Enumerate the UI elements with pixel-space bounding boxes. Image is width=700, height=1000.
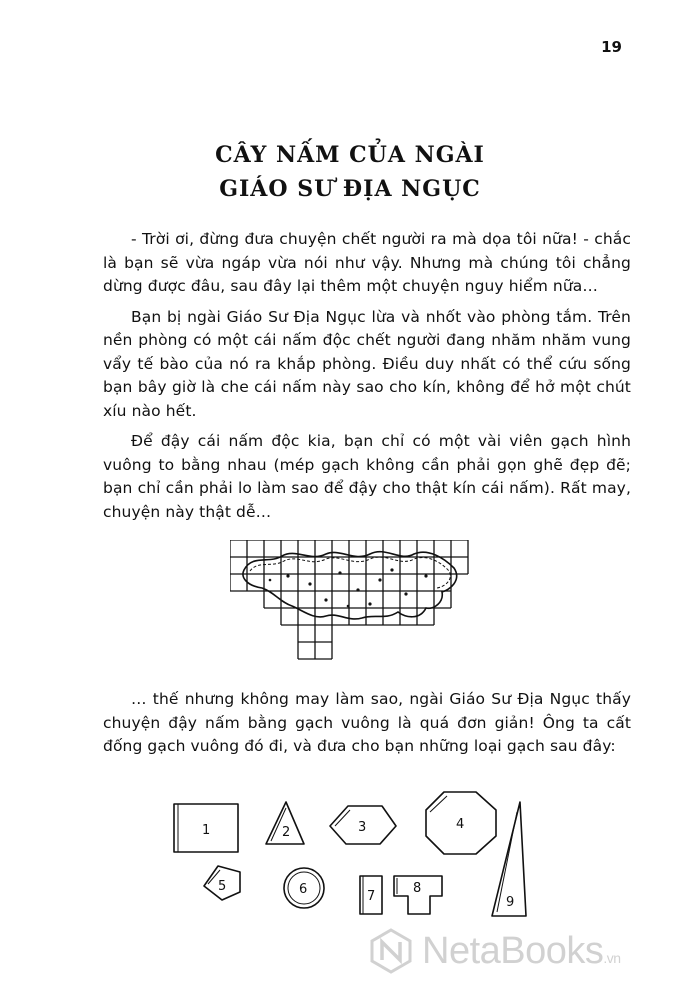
text-block-intro (103, 228, 631, 531)
svg-text:7: 7 (367, 889, 376, 904)
svg-text:9: 9 (506, 895, 515, 910)
svg-text:2: 2 (282, 825, 291, 840)
svg-text:8: 8 (413, 881, 422, 896)
watermark-text: NetaBooks.vn (422, 929, 621, 972)
page-number: 19 (601, 38, 622, 56)
tile-8-t-shape (394, 876, 442, 914)
paragraph-3: Để đậy cái nấm độc kia, bạn chỉ có một vài viên gạch hình vuông to bằng nhau (mép gạch không cần phải gọn ghẽ đẹp đẽ; bạn chỉ cần phải lo làm sao để đậy cho thật kín cái nấm). Rất may, chuyện này thật dễ… (103, 432, 631, 521)
tile-7-rectangle (360, 876, 382, 914)
title-line-2: GIÁO SƯ ĐỊA NGỤC (219, 176, 481, 202)
tile-shapes-illustration (168, 788, 548, 928)
tile-1-rectangle (174, 804, 238, 852)
paragraph-2: Bạn bị ngài Giáo Sư Địa Ngục lừa và nhốt vào phòng tắm. Trên nền phòng có một cái nấm độc chết người đang nhăm nhăm vung vẩy tế bào của nó ra khắp phòng. Điều duy nhất có thể cứu sống bạn bây giờ là che cái nấm này sao cho kín, không để hở một chút xíu nào hết. (103, 307, 631, 420)
square-tiles-grid-illustration (230, 540, 470, 670)
svg-text:4: 4 (456, 817, 465, 832)
netabooks-logo-icon (368, 928, 414, 974)
svg-text:1: 1 (202, 823, 211, 838)
watermark (368, 928, 621, 974)
tile-9-tall-triangle (492, 802, 526, 916)
page-title (0, 138, 700, 206)
svg-text:5: 5 (218, 879, 227, 894)
tile-2-triangle (266, 802, 304, 844)
tile-3-hexagon (330, 806, 396, 844)
svg-text:6: 6 (299, 882, 308, 897)
text-block-tiles (103, 688, 631, 766)
tile-4-octagon (426, 792, 496, 854)
paragraph-4: … thế nhưng không may làm sao, ngài Giáo Sư Địa Ngục thấy chuyện đậy nấm bằng gạch vuông là quá đơn giản! Ông ta cất đống gạch vuông đó đi, và đưa cho bạn những loại gạch sau đây: (103, 690, 631, 755)
svg-text:3: 3 (358, 820, 367, 835)
tile-5-pentagon (204, 866, 240, 900)
title-line-1: CÂY NẤM CỦA NGÀI (215, 142, 485, 168)
tile-6-circle (284, 868, 324, 908)
paragraph-1: - Trời ơi, đừng đưa chuyện chết người ra mà dọa tôi nữa! - chắc là bạn sẽ vừa ngáp vừa nói như vậy. Nhưng mà chúng tôi chẳng dừng được đâu, sau đây lại thêm một chuyện nguy hiểm nữa… (103, 230, 631, 295)
